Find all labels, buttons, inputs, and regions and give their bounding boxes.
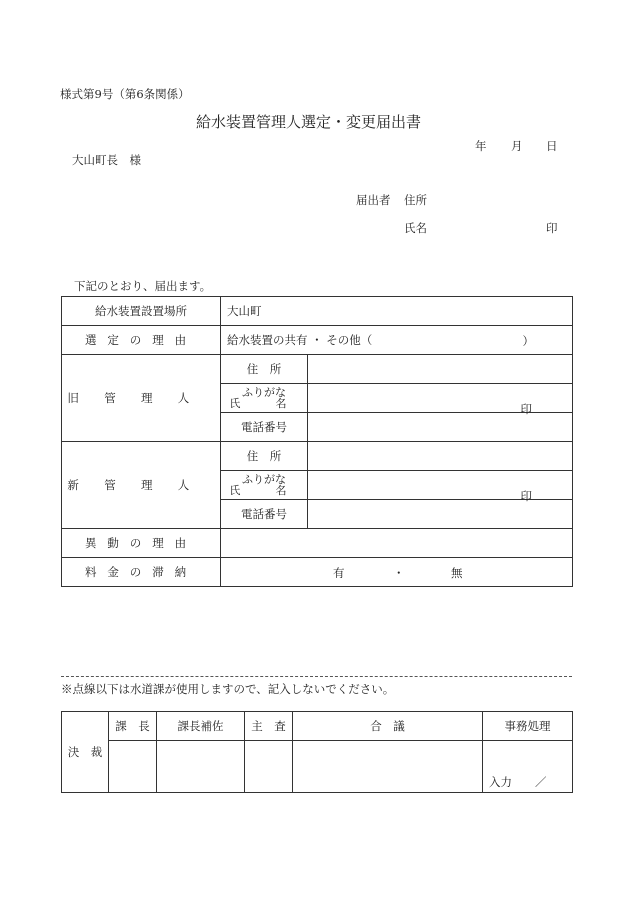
date-year: 年: [475, 139, 487, 153]
new-name-field[interactable]: [308, 471, 573, 503]
old-name-field[interactable]: [308, 384, 573, 416]
consultation-stamp-box: [293, 741, 483, 793]
reason-label: 選定の理由: [62, 326, 221, 355]
reason-cell[interactable]: [221, 326, 573, 355]
new-phone-label: 電話番号: [221, 500, 308, 529]
office-use-note: ※点線以下は水道課が使用しますので、記入しないでください。: [61, 682, 395, 696]
new-furigana-label: ふりがな: [242, 473, 286, 486]
col-processing: 事務処理: [483, 712, 573, 741]
new-address-label: 住 所: [221, 442, 308, 471]
old-phone-label: 電話番号: [221, 413, 308, 442]
office-approval-table: [61, 711, 573, 793]
old-address-label: 住 所: [221, 355, 308, 384]
dotted-separator: [61, 676, 572, 677]
location-label: 給水装置設置場所: [62, 297, 221, 326]
arrears-yes[interactable]: 有: [333, 566, 345, 580]
main-form-table: [61, 296, 573, 587]
addressee: 大山町長 様: [72, 153, 141, 167]
applicant-name-label: 氏名: [404, 221, 427, 235]
col-supervisor: 主 査: [245, 712, 293, 741]
old-furigana-label: ふりがな: [242, 386, 286, 399]
new-address-field[interactable]: [308, 442, 573, 471]
col-deputy-chief: 課長補佐: [157, 712, 245, 741]
change-reason-label: 異動の理由: [62, 529, 221, 558]
arrears-label: 料金の滞納: [62, 558, 221, 587]
applicant-label: 届出者: [356, 193, 391, 207]
new-name-label-cell: [221, 471, 308, 500]
old-phone-field[interactable]: [308, 413, 573, 442]
col-section-chief: 課 長: [109, 712, 157, 741]
old-seal: 印: [520, 402, 532, 416]
new-phone-field[interactable]: [308, 500, 573, 529]
applicant-seal: 印: [546, 221, 558, 235]
old-manager-label: 旧管理人: [62, 355, 221, 442]
reason-value: 給水装置の共有 ・ その他（: [227, 333, 373, 347]
location-value[interactable]: 大山町: [221, 297, 573, 326]
col-consultation: 合 議: [293, 712, 483, 741]
section-chief-stamp-box: [109, 741, 157, 793]
reason-close: ）: [522, 334, 534, 348]
new-manager-label: 新管理人: [62, 442, 221, 529]
form-number: 様式第9号（第6条関係）: [60, 87, 190, 101]
applicant-address-label: 住所: [404, 193, 427, 207]
date-month: 月: [511, 139, 523, 153]
form-title: 給水装置管理人選定・変更届出書: [196, 113, 422, 131]
deputy-chief-stamp-box: [157, 741, 245, 793]
date-day: 日: [546, 139, 558, 153]
new-name-label: 氏 名: [229, 484, 299, 497]
new-seal: 印: [520, 489, 532, 503]
intro-text: 下記のとおり、届出ます。: [74, 279, 212, 293]
supervisor-stamp-box: [245, 741, 293, 793]
input-label: 入力 ／: [489, 775, 547, 789]
arrears-separator: ・: [393, 566, 405, 580]
old-name-label: 氏 名: [229, 397, 299, 410]
arrears-cell[interactable]: [221, 558, 573, 587]
processing-box: [483, 741, 573, 793]
change-reason-field[interactable]: [221, 529, 573, 558]
old-address-field[interactable]: [308, 355, 573, 384]
arrears-no[interactable]: 無: [451, 566, 463, 580]
decision-label: 決 裁: [62, 712, 109, 793]
old-name-label-cell: [221, 384, 308, 413]
